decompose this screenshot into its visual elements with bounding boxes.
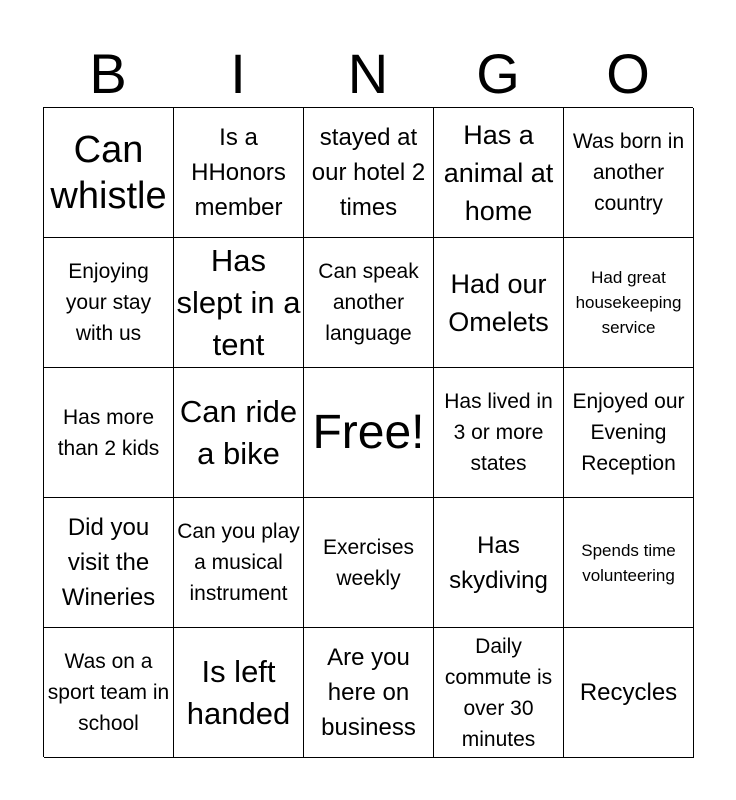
cell-text: Has skydiving bbox=[449, 531, 548, 594]
cell-text: Spends time volunteering bbox=[581, 540, 676, 585]
header-letter-g: G bbox=[476, 42, 520, 105]
bingo-cell[interactable] bbox=[434, 498, 564, 628]
bingo-card-grid bbox=[43, 107, 693, 757]
cell-text: Is a HHonors member bbox=[191, 124, 286, 221]
bingo-cell[interactable] bbox=[434, 368, 564, 498]
cell-text: Was born in another country bbox=[572, 130, 685, 215]
header-letter-o: O bbox=[606, 42, 650, 105]
cell-text: Has a animal at home bbox=[443, 119, 554, 226]
bingo-cell[interactable] bbox=[434, 108, 564, 238]
cell-text: Can speak another language bbox=[318, 260, 419, 345]
bingo-cell[interactable] bbox=[44, 368, 174, 498]
cell-text: Enjoying your stay with us bbox=[65, 260, 152, 345]
bingo-cell[interactable] bbox=[434, 238, 564, 368]
bingo-cell[interactable] bbox=[44, 498, 174, 628]
cell-text: Did you visit the Wineries bbox=[61, 514, 156, 611]
header-letter-i: I bbox=[230, 42, 246, 105]
bingo-cell[interactable] bbox=[44, 628, 174, 758]
cell-text: Recycles bbox=[579, 679, 678, 706]
cell-text: Has more than 2 kids bbox=[57, 405, 160, 460]
bingo-cell[interactable] bbox=[304, 498, 434, 628]
bingo-cell[interactable] bbox=[174, 368, 304, 498]
bingo-cell[interactable] bbox=[174, 238, 304, 368]
header-letter-b: B bbox=[89, 42, 127, 105]
free-space-cell[interactable] bbox=[304, 368, 434, 498]
free-space-label: Free! bbox=[312, 405, 425, 459]
cell-text: Can you play a musical instrument bbox=[177, 520, 300, 605]
cell-text: Had our Omelets bbox=[448, 268, 549, 337]
cell-text: stayed at our hotel 2 times bbox=[311, 124, 426, 221]
bingo-cell[interactable] bbox=[174, 498, 304, 628]
cell-text: Is left handed bbox=[186, 653, 291, 731]
bingo-cell[interactable] bbox=[174, 628, 304, 758]
bingo-cell[interactable] bbox=[44, 238, 174, 368]
bingo-cell[interactable] bbox=[434, 628, 564, 758]
cell-text: Can whistle bbox=[50, 128, 167, 217]
cell-text: Has lived in 3 or more states bbox=[444, 390, 553, 475]
bingo-cell[interactable] bbox=[564, 238, 694, 368]
cell-text: Are you here on business bbox=[321, 644, 416, 741]
bingo-cell[interactable] bbox=[564, 368, 694, 498]
bingo-cell[interactable] bbox=[304, 628, 434, 758]
cell-text: Can ride a bike bbox=[179, 393, 298, 471]
bingo-cell[interactable] bbox=[174, 108, 304, 238]
bingo-cell[interactable] bbox=[44, 108, 174, 238]
cell-text: Exercises weekly bbox=[322, 535, 415, 590]
cell-text: Has slept in a tent bbox=[176, 242, 301, 362]
bingo-header bbox=[43, 40, 693, 108]
cell-text: Daily commute is over 30 minutes bbox=[444, 634, 553, 751]
cell-text: Had great housekeeping service bbox=[575, 268, 682, 337]
bingo-cell[interactable] bbox=[564, 628, 694, 758]
bingo-cell[interactable] bbox=[304, 108, 434, 238]
bingo-cell[interactable] bbox=[564, 108, 694, 238]
cell-text: Was on a sport team in school bbox=[47, 650, 170, 735]
bingo-cell[interactable] bbox=[304, 238, 434, 368]
cell-text: Enjoyed our Evening Reception bbox=[572, 390, 685, 475]
bingo-cell[interactable] bbox=[564, 498, 694, 628]
header-letter-n: N bbox=[347, 42, 389, 105]
